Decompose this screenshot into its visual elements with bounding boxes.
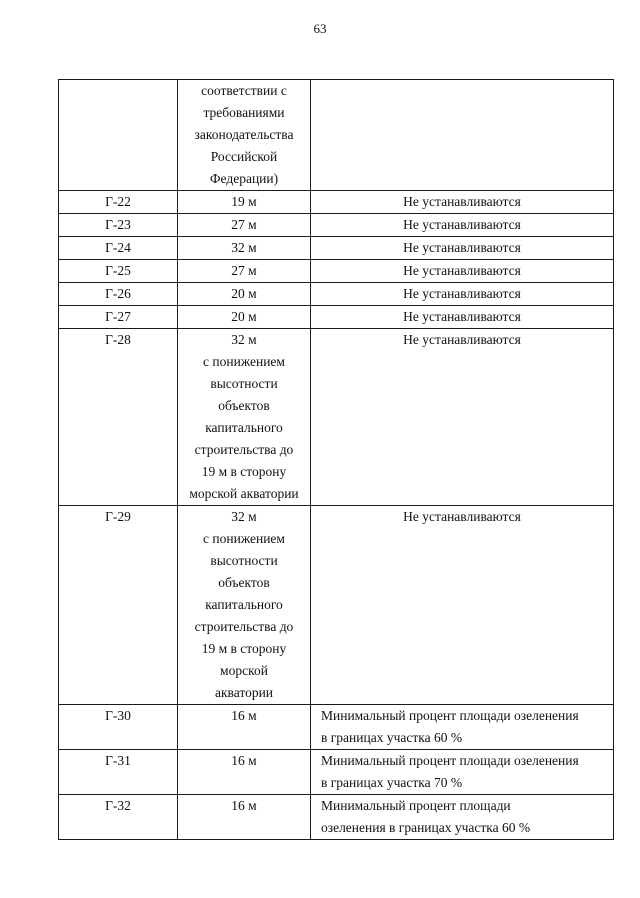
table-row [59, 506, 614, 705]
height-line: с понижением [203, 354, 285, 369]
note-cell [311, 237, 614, 260]
height-line: капитального [205, 420, 283, 435]
zone-cell: Г-26 [59, 283, 178, 306]
page-number: 63 [313, 21, 327, 36]
zone-cell: Г-32 [59, 795, 178, 840]
zone-cell: Г-30 [59, 705, 178, 750]
zone-cell: Г-22 [59, 191, 178, 214]
height-line: 20 м [231, 286, 257, 301]
zoning-norms-table [58, 79, 614, 840]
note-line: Не устанавливаются [403, 332, 521, 347]
note-line: Не устанавливаются [403, 194, 521, 209]
note-line: Не устанавливаются [403, 509, 521, 524]
table-row [59, 260, 614, 283]
table-row [59, 214, 614, 237]
table-row [59, 329, 614, 506]
note-line: в границах участка 70 % [321, 775, 463, 790]
zone-cell: Г-23 [59, 214, 178, 237]
note-line: Не устанавливаются [403, 309, 521, 324]
height-line: законодательства [194, 127, 294, 142]
note-line: Не устанавливаются [403, 217, 521, 232]
note-line: озеленения в границах участка 60 % [321, 820, 531, 835]
height-cell [178, 191, 311, 214]
height-line: 19 м [231, 194, 257, 209]
note-line: Не устанавливаются [403, 286, 521, 301]
table-row [59, 750, 614, 795]
height-line: 19 м в сторону [201, 641, 287, 656]
note-line: Не устанавливаются [403, 240, 521, 255]
height-cell [178, 237, 311, 260]
height-cell [178, 506, 311, 705]
zone-cell: Г-31 [59, 750, 178, 795]
height-line: 27 м [231, 263, 257, 278]
table-row-continuation [59, 80, 614, 191]
height-cell [178, 260, 311, 283]
note-cell [311, 306, 614, 329]
zone-cell: Г-29 [59, 506, 178, 705]
note-cell [311, 260, 614, 283]
note-cell [311, 283, 614, 306]
note-line: Минимальный процент площади озеленения [321, 753, 579, 768]
height-line: строительства до [194, 619, 294, 634]
zone-cell: Г-27 [59, 306, 178, 329]
height-cell [178, 283, 311, 306]
note-cell [311, 750, 614, 795]
height-line: объектов [218, 398, 270, 413]
height-cell [178, 80, 311, 191]
height-line: 16 м [231, 708, 257, 723]
height-line: 27 м [231, 217, 257, 232]
note-cell [311, 795, 614, 840]
height-cell [178, 214, 311, 237]
note-cell [311, 329, 614, 506]
note-cell [311, 191, 614, 214]
height-line: капитального [205, 597, 283, 612]
note-line: Не устанавливаются [403, 263, 521, 278]
height-line: 16 м [231, 753, 257, 768]
note-cell [311, 506, 614, 705]
height-line: Федерации) [209, 171, 279, 186]
height-line: морской акватории [189, 486, 299, 501]
table-row [59, 191, 614, 214]
zone-cell: Г-24 [59, 237, 178, 260]
height-line: строительства до [194, 442, 294, 457]
height-line: требованиями [203, 105, 285, 120]
table-body [59, 80, 614, 840]
height-line: 16 м [231, 798, 257, 813]
height-line: высотности [210, 553, 278, 568]
note-line: Минимальный процент площади озеленения [321, 708, 579, 723]
height-line: с понижением [203, 531, 285, 546]
height-line: 32 м [231, 332, 257, 347]
height-line: 32 м [231, 240, 257, 255]
table-row [59, 283, 614, 306]
height-cell [178, 306, 311, 329]
height-line: 19 м в сторону [201, 464, 287, 479]
note-line: в границах участка 60 % [321, 730, 463, 745]
height-line: объектов [218, 575, 270, 590]
height-line: Российской [210, 149, 278, 164]
table-row [59, 795, 614, 840]
height-line: морской [220, 663, 268, 678]
height-cell [178, 705, 311, 750]
note-line: Минимальный процент площади [321, 798, 511, 813]
height-line: 20 м [231, 309, 257, 324]
table-row [59, 705, 614, 750]
table-row [59, 237, 614, 260]
height-line: высотности [210, 376, 278, 391]
height-cell [178, 795, 311, 840]
zone-cell: Г-25 [59, 260, 178, 283]
note-cell [311, 214, 614, 237]
height-cell [178, 329, 311, 506]
height-line: 32 м [231, 509, 257, 524]
zone-cell: Г-28 [59, 329, 178, 506]
height-line: соответствии с [201, 83, 287, 98]
zone-cell [59, 80, 178, 191]
height-line: акватории [214, 685, 274, 700]
table-row [59, 306, 614, 329]
note-cell [311, 705, 614, 750]
note-cell [311, 80, 614, 191]
height-cell [178, 750, 311, 795]
